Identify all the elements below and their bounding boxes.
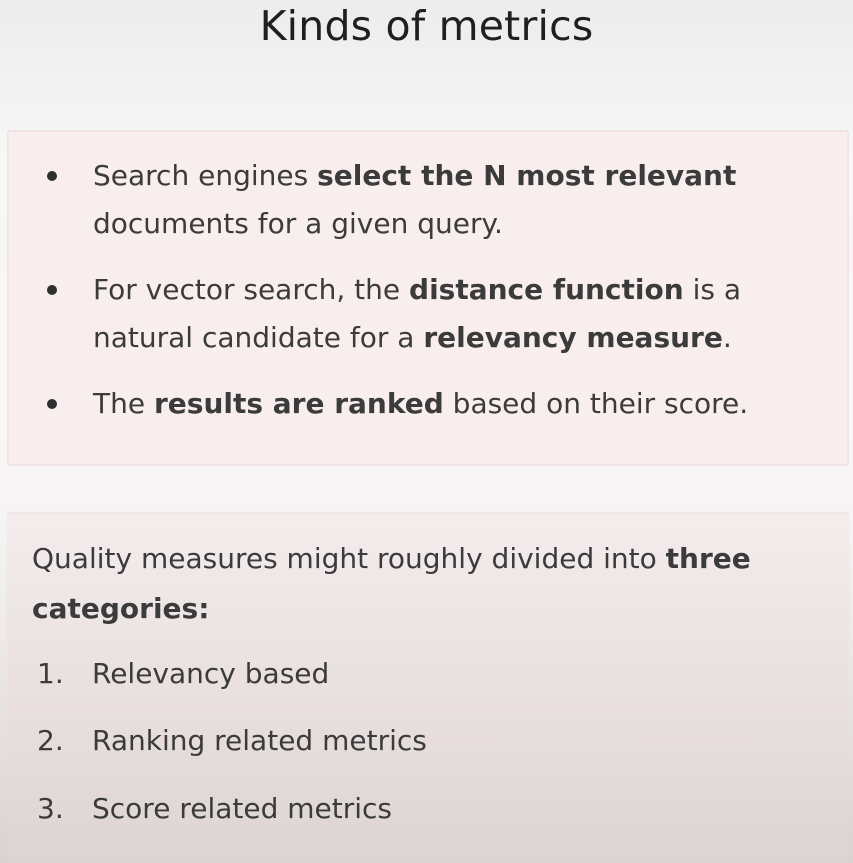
bullet-text bbox=[93, 380, 793, 428]
bold-phrase: results are ranked bbox=[153, 387, 444, 420]
bullet-dot-icon bbox=[47, 171, 57, 181]
item-number: 2. bbox=[37, 724, 64, 757]
bullet-line: documents for a given query. bbox=[93, 207, 503, 240]
slide-title: Kinds of metrics bbox=[259, 2, 594, 50]
text-span: The bbox=[93, 387, 154, 420]
bullet-dot-icon bbox=[47, 285, 57, 295]
text-span: For vector search, the bbox=[93, 273, 410, 306]
text-span: natural candidate for a bbox=[93, 321, 424, 354]
text-span: . bbox=[722, 321, 732, 354]
bullet-text bbox=[93, 152, 793, 248]
item-label: Score related metrics bbox=[92, 792, 393, 825]
text-span: based on their score. bbox=[443, 387, 749, 420]
bullet-line bbox=[93, 152, 793, 200]
text-span: is a bbox=[683, 273, 742, 306]
text-span: Quality measures might roughly divided into bbox=[32, 542, 666, 575]
categories-intro bbox=[32, 534, 822, 634]
item-label: Relevancy based bbox=[92, 657, 330, 690]
bold-phrase: relevancy measure bbox=[423, 321, 723, 354]
bullet-line bbox=[93, 380, 793, 428]
item-number: 1. bbox=[37, 657, 64, 690]
categories-box bbox=[7, 512, 849, 863]
bullet-dot-icon bbox=[47, 399, 57, 409]
bold-phrase: distance function bbox=[409, 273, 684, 306]
bullet-text bbox=[93, 266, 793, 362]
bold-phrase: select the N most relevant bbox=[317, 159, 737, 192]
item-label: Ranking related metrics bbox=[92, 724, 427, 757]
intro-line: categories: bbox=[32, 592, 210, 625]
intro-line bbox=[32, 534, 822, 584]
highlight-box bbox=[7, 130, 849, 466]
bullet-line bbox=[93, 266, 793, 314]
bullet-line bbox=[93, 314, 793, 362]
bold-phrase: three bbox=[665, 542, 751, 575]
text-span: Search engines bbox=[93, 159, 318, 192]
item-number: 3. bbox=[37, 792, 64, 825]
